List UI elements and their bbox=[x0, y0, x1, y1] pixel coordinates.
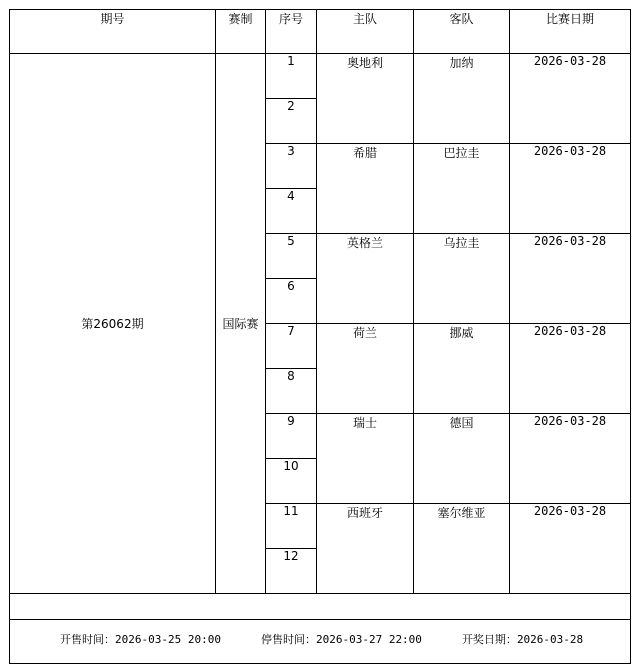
sale-info-row bbox=[10, 620, 631, 664]
seq-cell: 3 bbox=[266, 144, 317, 189]
sale-stop-label: 停售时间： bbox=[260, 632, 316, 646]
seq-cell: 5 bbox=[266, 234, 317, 279]
home-team-cell: 西班牙 bbox=[317, 504, 414, 594]
sale-start bbox=[60, 631, 221, 647]
draw-date bbox=[462, 631, 583, 647]
home-team-cell: 荷兰 bbox=[317, 324, 414, 414]
sale-stop bbox=[261, 631, 422, 647]
header-row bbox=[10, 10, 631, 54]
match-date-cell: 2026-03-28 bbox=[510, 144, 631, 234]
draw-date-value: 2026-03-28 bbox=[516, 632, 584, 646]
away-team-cell: 挪威 bbox=[414, 324, 510, 414]
table-row bbox=[10, 54, 631, 99]
seq-cell: 10 bbox=[266, 459, 317, 504]
match-date-cell: 2026-03-28 bbox=[510, 54, 631, 144]
period-cell: 第26062期 bbox=[10, 54, 216, 594]
header-period: 期号 bbox=[10, 10, 216, 54]
seq-cell: 9 bbox=[266, 414, 317, 459]
seq-cell: 7 bbox=[266, 324, 317, 369]
home-team-cell: 奥地利 bbox=[317, 54, 414, 144]
away-team-cell: 巴拉圭 bbox=[414, 144, 510, 234]
seq-cell: 4 bbox=[266, 189, 317, 234]
draw-date-label: 开奖日期： bbox=[461, 632, 517, 646]
match-date-cell: 2026-03-28 bbox=[510, 504, 631, 594]
match-schedule-table bbox=[9, 9, 631, 664]
away-team-cell: 乌拉圭 bbox=[414, 234, 510, 324]
home-team-cell: 瑞士 bbox=[317, 414, 414, 504]
sale-start-label: 开售时间： bbox=[60, 632, 115, 646]
blank-cell bbox=[10, 594, 631, 620]
seq-cell: 11 bbox=[266, 504, 317, 549]
sale-info-cell bbox=[10, 620, 631, 664]
seq-cell: 12 bbox=[266, 549, 317, 594]
match-date-cell: 2026-03-28 bbox=[510, 414, 631, 504]
home-team-cell: 希腊 bbox=[317, 144, 414, 234]
sale-start-value: 2026-03-25 20:00 bbox=[115, 632, 221, 646]
away-team-cell: 塞尔维亚 bbox=[414, 504, 510, 594]
match-date-cell: 2026-03-28 bbox=[510, 324, 631, 414]
away-team-cell: 加纳 bbox=[414, 54, 510, 144]
header-home-team: 主队 bbox=[317, 10, 414, 54]
header-seq: 序号 bbox=[266, 10, 317, 54]
header-away-team: 客队 bbox=[414, 10, 510, 54]
seq-cell: 8 bbox=[266, 369, 317, 414]
away-team-cell: 德国 bbox=[414, 414, 510, 504]
seq-cell: 6 bbox=[266, 279, 317, 324]
blank-row bbox=[10, 594, 631, 620]
sale-stop-value: 2026-03-27 22:00 bbox=[315, 632, 422, 646]
seq-cell: 2 bbox=[266, 99, 317, 144]
header-match-date: 比赛日期 bbox=[510, 10, 631, 54]
home-team-cell: 英格兰 bbox=[317, 234, 414, 324]
header-format: 赛制 bbox=[216, 10, 266, 54]
format-cell: 国际赛 bbox=[216, 54, 266, 594]
seq-cell: 1 bbox=[266, 54, 317, 99]
sale-info bbox=[10, 631, 630, 653]
match-date-cell: 2026-03-28 bbox=[510, 234, 631, 324]
